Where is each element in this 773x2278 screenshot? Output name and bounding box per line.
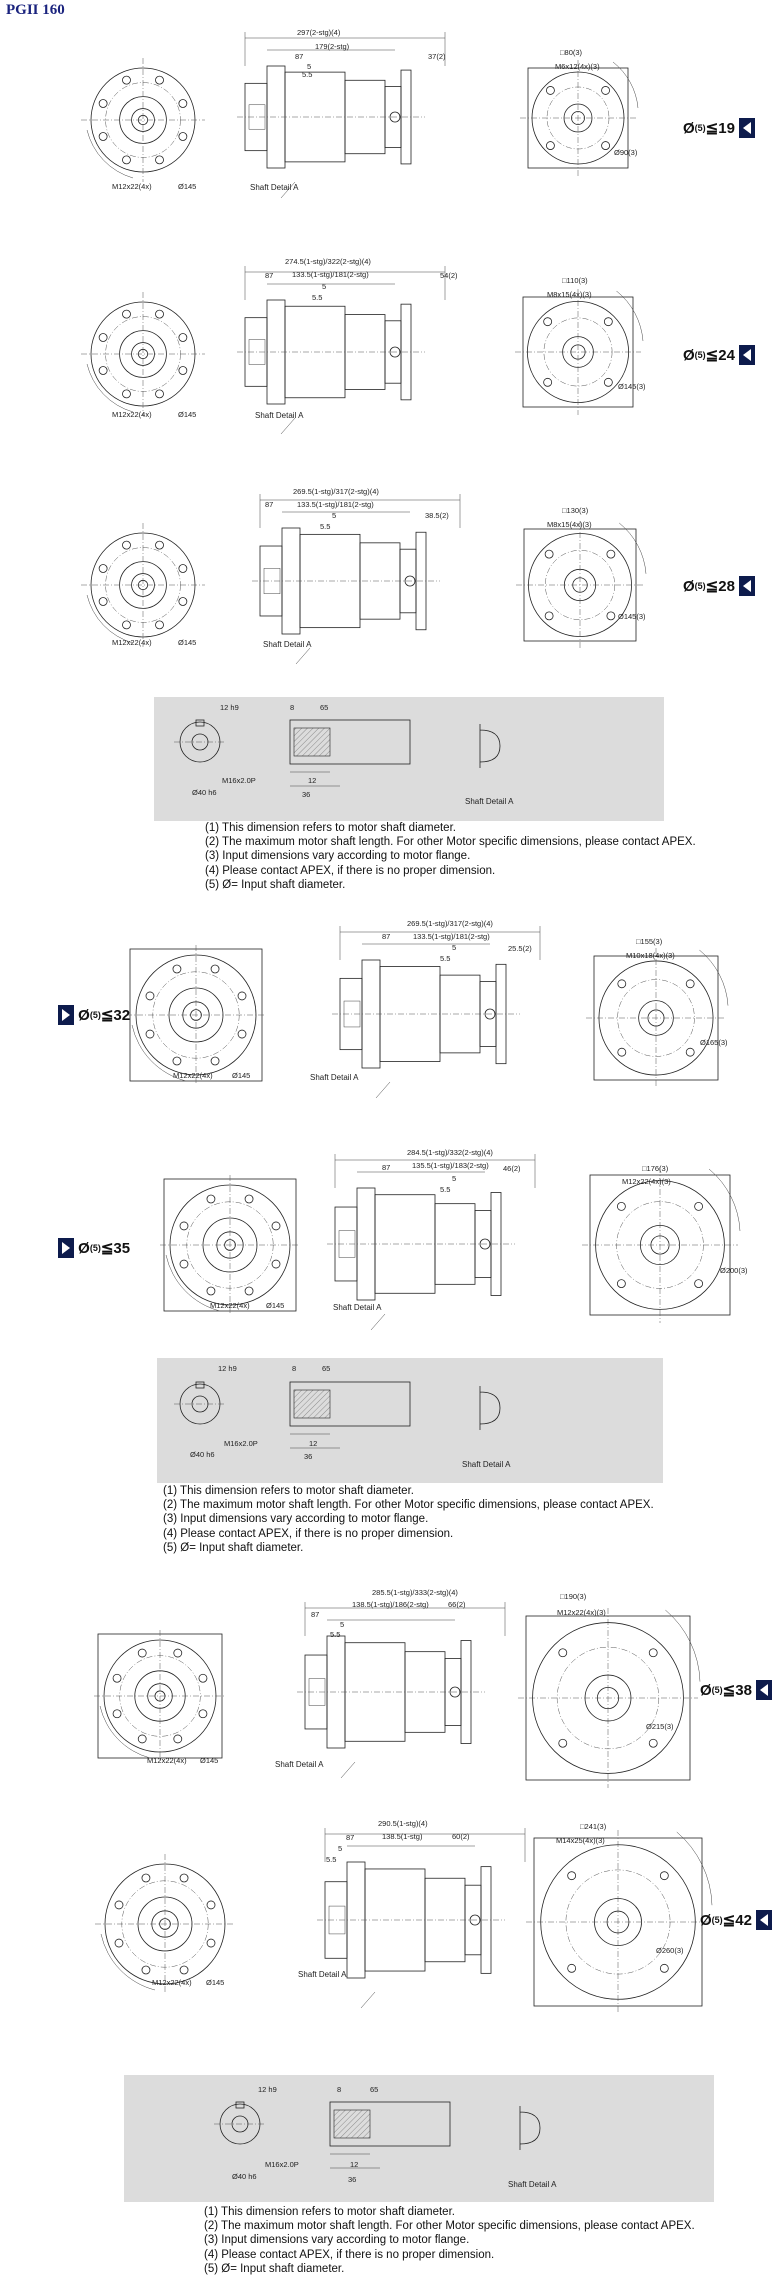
- arrow-left-icon: [756, 1680, 772, 1700]
- motor-shaft-length-label: 60(2): [452, 1832, 470, 1841]
- mount-hole: [245, 1287, 253, 1295]
- mount-hole: [238, 992, 246, 1000]
- page-title: PGII 160: [6, 2, 65, 18]
- motor-hole: [604, 378, 612, 386]
- mount-hole: [115, 1939, 123, 1947]
- motor-pcd-label: Ø145(3): [618, 382, 646, 391]
- footnotes-1: [205, 821, 696, 892]
- detail-thread-label: M16x2.0P: [265, 2160, 299, 2169]
- motor-hole: [544, 318, 552, 326]
- mount-hole: [122, 76, 130, 84]
- mount-hole: [156, 390, 164, 398]
- shaft-detail-label: Shaft Detail A: [250, 183, 299, 192]
- mount-hole: [211, 965, 219, 973]
- mount-hole: [122, 390, 130, 398]
- motor-shaft-length-label: 66(2): [448, 1600, 466, 1609]
- detail-dim-d: 36: [302, 790, 311, 799]
- flange-square-label: □155(3): [636, 937, 663, 946]
- flange-square-label: □110(3): [562, 276, 588, 285]
- dim-5-5-label: 5.5: [312, 293, 323, 302]
- motor-hole: [559, 1739, 567, 1747]
- mount-hole: [142, 1966, 150, 1974]
- motor-hole: [660, 1964, 668, 1972]
- dim-5-label: 5: [332, 511, 337, 520]
- mount-hole: [272, 1260, 280, 1268]
- angle-arc: [619, 523, 646, 574]
- angle-arc: [665, 1610, 700, 1682]
- motor-pcd-label: Ø90(3): [614, 148, 638, 157]
- detail-dim-b: 65: [322, 1364, 331, 1373]
- motor-hole: [686, 1048, 694, 1056]
- motor-hole: [544, 378, 552, 386]
- flange-square-label: □241(3): [580, 1822, 607, 1831]
- motor-pcd-label: Ø145(3): [618, 612, 646, 621]
- dim-5-5-label: 5.5: [330, 1630, 341, 1639]
- detail-dim-c: 12: [308, 776, 317, 785]
- angle-arc: [677, 1832, 712, 1905]
- shaft-section: [334, 2110, 370, 2138]
- mount-hole: [99, 598, 107, 606]
- angle-arc: [613, 62, 638, 108]
- shaft-section: [294, 1390, 330, 1418]
- mount-hole: [156, 541, 164, 549]
- footnote-2: (2) The maximum motor shaft length. For other Motor specific dimensions, please contact APEX.: [204, 2220, 695, 2233]
- overall-length-label: 290.5(1-stg)(4): [378, 1819, 428, 1828]
- motor-pcd-label: Ø215(3): [646, 1722, 674, 1731]
- motor-bolt-label: M12x22(4x)(3): [622, 1177, 671, 1186]
- detail-dim-b: 65: [320, 703, 329, 712]
- mount-thread-label: M12x22(4x): [147, 1756, 187, 1765]
- mount-hole: [156, 310, 164, 318]
- angle-arc: [699, 950, 728, 1006]
- dim-5-label: 5: [307, 62, 312, 71]
- motor-hole: [607, 550, 615, 558]
- motor-shaft-length-label: 25.5(2): [508, 944, 532, 953]
- dim-5-label: 5: [452, 943, 457, 952]
- mount-hole: [142, 1874, 150, 1882]
- detail-key-width-label: 12 h9: [220, 703, 239, 712]
- mount-hole: [174, 1735, 182, 1743]
- mount-hole: [115, 1901, 123, 1909]
- detail-shaft-dia-label: Ø40 h6: [232, 2172, 257, 2181]
- footnote-5: (5) Ø= Input shaft diameter.: [163, 1541, 304, 1554]
- input-shaft-badge-42: Ø (5) ≦ 42: [700, 1910, 772, 1930]
- motor-pcd-label: Ø165(3): [700, 1038, 728, 1047]
- overall-length-label: 269.5(1-stg)/317(2-stg)(4): [293, 487, 379, 496]
- shaft-detail-label: Shaft Detail A: [263, 640, 312, 649]
- motor-shaft-length-label: 38.5(2): [425, 511, 449, 520]
- shaft-detail-label: Shaft Detail A: [298, 1970, 347, 1979]
- mount-hole: [179, 333, 187, 341]
- motor-hole: [686, 980, 694, 988]
- leader-line: [371, 1314, 385, 1330]
- mount-thread-label: M12x22(4x): [112, 638, 152, 647]
- overall-length-label: 269.5(1-stg)/317(2-stg)(4): [407, 919, 493, 928]
- mount-thread-label: M12x22(4x): [210, 1301, 250, 1310]
- mount-hole: [245, 1195, 253, 1203]
- dim-87-label: 87: [295, 52, 304, 61]
- pcd-label: Ø145: [266, 1301, 285, 1310]
- mount-hole: [122, 621, 130, 629]
- flange-square-label: □190(3): [560, 1592, 587, 1601]
- detail-dim-c: 12: [350, 2160, 359, 2169]
- mount-hole: [99, 564, 107, 572]
- flange-square-label: □176(3): [642, 1164, 669, 1173]
- mount-hole: [207, 1195, 215, 1203]
- detail-thread-label: M16x2.0P: [224, 1439, 258, 1448]
- motor-hole: [660, 1872, 668, 1880]
- motor-hole: [604, 318, 612, 326]
- footnote-2: (2) The maximum motor shaft length. For other Motor specific dimensions, please contact APEX.: [163, 1499, 654, 1512]
- motor-bolt-label: M14x25(4x)(3): [556, 1836, 605, 1845]
- motor-hole: [649, 1649, 657, 1657]
- mount-hole: [207, 1901, 215, 1909]
- motor-hole: [695, 1280, 703, 1288]
- arrow-left-icon: [739, 576, 755, 596]
- dim-5-label: 5: [338, 1844, 343, 1853]
- arrow-left-icon: [739, 118, 755, 138]
- detail-dim-d: 36: [304, 1452, 313, 1461]
- shaft-section: [294, 728, 330, 756]
- inner-length-label: 138.5(1-stg)/186(2-stg): [352, 1600, 429, 1609]
- mount-hole: [122, 310, 130, 318]
- motor-bolt-label: M12x22(4x)(3): [557, 1608, 606, 1617]
- mount-hole: [179, 133, 187, 141]
- footnote-3: (3) Input dimensions vary according to motor flange.: [163, 1513, 429, 1526]
- motor-bolt-label: M8x15(4x)(3): [547, 290, 592, 299]
- shaft-detail-label: Shaft Detail A: [333, 1303, 382, 1312]
- detail-dim-c: 12: [309, 1439, 318, 1448]
- footnotes-3: [204, 2205, 695, 2276]
- mount-hole: [199, 1710, 207, 1718]
- input-shaft-badge-38: Ø (5) ≦ 38: [700, 1680, 772, 1700]
- motor-shaft-length-label: 46(2): [503, 1164, 521, 1173]
- detail-dim-a: 8: [337, 2085, 342, 2094]
- dim-87-label: 87: [382, 932, 391, 941]
- shaft-detail-caption: Shaft Detail A: [465, 797, 514, 806]
- footnote-3: (3) Input dimensions vary according to motor flange.: [205, 850, 471, 863]
- mount-hole: [156, 156, 164, 164]
- dim-5-5-label: 5.5: [440, 1185, 451, 1194]
- mount-hole: [180, 1874, 188, 1882]
- inner-length-label: 135.5(1-stg)/183(2-stg): [412, 1161, 489, 1170]
- detail-dim-b: 65: [370, 2085, 379, 2094]
- mount-hole: [173, 965, 181, 973]
- dim-5-label: 5: [452, 1174, 457, 1183]
- leader-line: [341, 1762, 355, 1778]
- pcd-label: Ø145: [178, 638, 197, 647]
- detail-dim-a: 8: [292, 1364, 297, 1373]
- footnote-3: (3) Input dimensions vary according to motor flange.: [204, 2234, 470, 2247]
- dim-87-label: 87: [382, 1163, 391, 1172]
- flange-square-label: □130(3): [562, 506, 589, 515]
- mount-hole: [156, 76, 164, 84]
- dim-5-label: 5: [340, 1620, 345, 1629]
- pcd-label: Ø145: [200, 1756, 219, 1765]
- input-shaft-badge-19: Ø (5) ≦ 19: [683, 118, 755, 138]
- mount-hole: [122, 541, 130, 549]
- mount-hole: [207, 1939, 215, 1947]
- motor-bolt-label: M6x12(4x)(3): [555, 62, 600, 71]
- footnote-1: (1) This dimension refers to motor shaft diameter.: [204, 2206, 455, 2218]
- motor-hole: [559, 1649, 567, 1657]
- mount-thread-label: M12x22(4x): [112, 410, 152, 419]
- input-shaft-badge-24: Ø (5) ≦ 24: [683, 345, 755, 365]
- motor-pcd-label: Ø260(3): [656, 1946, 684, 1955]
- motor-bolt-label: M10x18(4x)(3): [626, 951, 675, 960]
- footnote-1: (1) This dimension refers to motor shaft diameter.: [163, 1485, 414, 1497]
- input-shaft-badge-28: Ø (5) ≦ 28: [683, 576, 755, 596]
- mount-hole: [179, 598, 187, 606]
- detail-key-width-label: 12 h9: [258, 2085, 277, 2094]
- detail-shaft-dia-label: Ø40 h6: [192, 788, 217, 797]
- footnote-4: (4) Please contact APEX, if there is no proper dimension.: [204, 2248, 495, 2261]
- mount-hole: [99, 367, 107, 375]
- footnote-1: (1) This dimension refers to motor shaft diameter.: [205, 822, 456, 834]
- footnote-5: (5) Ø= Input shaft diameter.: [205, 878, 346, 891]
- footnote-5: (5) Ø= Input shaft diameter.: [204, 2262, 345, 2275]
- shaft-detail-label: Shaft Detail A: [310, 1073, 359, 1082]
- footnote-4: (4) Please contact APEX, if there is no proper dimension.: [205, 864, 496, 877]
- dim-87-label: 87: [265, 500, 274, 509]
- detail-shaft-dia-label: Ø40 h6: [190, 1450, 215, 1459]
- inner-length-label: 133.5(1-stg)/181(2-stg): [297, 500, 374, 509]
- input-shaft-badge-35: Ø (5) ≦ 35: [58, 1238, 130, 1258]
- flange-square-label: □80(3): [560, 48, 583, 57]
- angle-arc: [709, 1169, 740, 1231]
- dim-5-5-label: 5.5: [440, 954, 451, 963]
- shaft-detail-panel: [124, 2075, 714, 2202]
- mount-hole: [174, 1649, 182, 1657]
- motor-hole: [618, 980, 626, 988]
- mount-hole: [99, 99, 107, 107]
- arrow-left-icon: [739, 345, 755, 365]
- mount-hole: [179, 99, 187, 107]
- detail-key-width-label: 12 h9: [218, 1364, 237, 1373]
- mount-hole: [211, 1057, 219, 1065]
- arrow-left-icon: [756, 1910, 772, 1930]
- mount-hole: [179, 564, 187, 572]
- mount-hole: [122, 156, 130, 164]
- mount-hole: [238, 1030, 246, 1038]
- detail-dim-d: 36: [348, 2175, 357, 2184]
- shaft-detail-panel: [154, 697, 664, 821]
- detail-dim-a: 8: [290, 703, 295, 712]
- mount-hole: [113, 1710, 121, 1718]
- pcd-label: Ø145: [206, 1978, 225, 1987]
- shaft-detail-caption: Shaft Detail A: [462, 1460, 511, 1469]
- motor-hole: [546, 86, 554, 94]
- mount-hole: [99, 333, 107, 341]
- pcd-label: Ø145: [178, 182, 197, 191]
- mount-hole: [113, 1674, 121, 1682]
- shaft-detail-label: Shaft Detail A: [255, 411, 304, 420]
- mount-thread-label: M12x22(4x): [173, 1071, 213, 1080]
- mount-hole: [138, 1735, 146, 1743]
- mount-hole: [199, 1674, 207, 1682]
- pcd-label: Ø145: [232, 1071, 251, 1080]
- motor-pcd-label: Ø200(3): [720, 1266, 748, 1275]
- dim-87-label: 87: [265, 271, 274, 280]
- mount-hole: [180, 1222, 188, 1230]
- dim-5-label: 5: [322, 282, 327, 291]
- arrow-right-icon: [58, 1005, 74, 1025]
- motor-hole: [602, 142, 610, 150]
- inner-length-label: 133.5(1-stg)/181(2-stg): [413, 932, 490, 941]
- dim-87-label: 87: [346, 1833, 355, 1842]
- leader-line: [361, 1992, 375, 2008]
- pcd-label: Ø145: [178, 410, 197, 419]
- mount-hole: [156, 621, 164, 629]
- leader-line: [281, 418, 295, 434]
- motor-hole: [568, 1872, 576, 1880]
- overall-length-label: 285.5(1-stg)/333(2-stg)(4): [372, 1588, 458, 1597]
- mount-hole: [138, 1649, 146, 1657]
- overall-length-label: 284.5(1-stg)/332(2-stg)(4): [407, 1148, 493, 1157]
- motor-hole: [568, 1964, 576, 1972]
- motor-hole: [617, 1202, 625, 1210]
- angle-arc: [617, 291, 644, 341]
- motor-bolt-label: M8x15(4x)(3): [547, 520, 592, 529]
- arrow-right-icon: [58, 1238, 74, 1258]
- footnote-4: (4) Please contact APEX, if there is no proper dimension.: [163, 1527, 454, 1540]
- footnote-2: (2) The maximum motor shaft length. For other Motor specific dimensions, please contact APEX.: [205, 836, 696, 849]
- input-shaft-badge-32: Ø (5) ≦ 32: [58, 1005, 130, 1025]
- overall-length-label: 274.5(1-stg)/322(2-stg)(4): [285, 257, 371, 266]
- mount-hole: [207, 1287, 215, 1295]
- dim-5-5-label: 5.5: [326, 1855, 337, 1864]
- detail-thread-label: M16x2.0P: [222, 776, 256, 785]
- shaft-detail-label: Shaft Detail A: [275, 1760, 324, 1769]
- leader-line: [296, 648, 310, 664]
- inner-length-label: 133.5(1-stg)/181(2-stg): [292, 270, 369, 279]
- motor-shaft-length-label: 54(2): [440, 271, 458, 280]
- motor-hole: [649, 1739, 657, 1747]
- motor-hole: [546, 142, 554, 150]
- motor-hole: [602, 86, 610, 94]
- overall-length-label: 297(2-stg)(4): [297, 28, 341, 37]
- mount-hole: [180, 1966, 188, 1974]
- inner-length-label: 138.5(1-stg): [382, 1832, 423, 1841]
- footnotes-2: [163, 1484, 654, 1555]
- motor-hole: [607, 612, 615, 620]
- leader-line: [376, 1082, 390, 1098]
- motor-shaft-length-label: 37(2): [428, 52, 446, 61]
- dim-5-5-label: 5.5: [320, 522, 331, 531]
- mount-hole: [146, 1030, 154, 1038]
- motor-hole: [545, 550, 553, 558]
- shaft-detail-caption: Shaft Detail A: [508, 2180, 557, 2189]
- motor-hole: [617, 1280, 625, 1288]
- motor-hole: [695, 1202, 703, 1210]
- motor-hole: [545, 612, 553, 620]
- mount-hole: [272, 1222, 280, 1230]
- mount-hole: [173, 1057, 181, 1065]
- mount-hole: [180, 1260, 188, 1268]
- mount-thread-label: M12x22(4x): [112, 182, 152, 191]
- dim-5-5-label: 5.5: [302, 70, 313, 79]
- mount-hole: [146, 992, 154, 1000]
- motor-hole: [618, 1048, 626, 1056]
- mount-thread-label: M12x22(4x): [152, 1978, 192, 1987]
- mount-hole: [99, 133, 107, 141]
- dim-87-label: 87: [311, 1610, 320, 1619]
- inner-length-label: 179(2-stg): [315, 42, 350, 51]
- mount-hole: [179, 367, 187, 375]
